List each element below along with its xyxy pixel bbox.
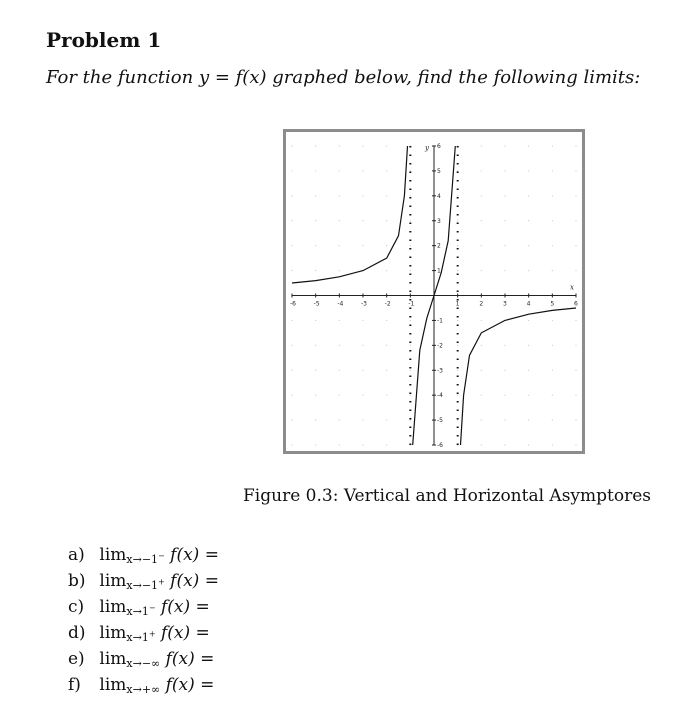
grid-dot — [552, 270, 553, 271]
limit-subscript: x→1+ — [126, 629, 156, 644]
grid-dot — [504, 245, 505, 246]
grid-dot — [339, 395, 340, 396]
grid-dot — [315, 170, 316, 171]
grid-dot — [457, 220, 458, 221]
grid-dot — [481, 245, 482, 246]
grid-dot — [552, 395, 553, 396]
grid-dot — [457, 195, 458, 196]
y-tick-label: -6 — [437, 442, 443, 449]
grid-dot — [315, 395, 316, 396]
y-tick-label: 2 — [437, 242, 441, 250]
problem-intro: For the function y = f(x) graphed below, find the following limits: — [46, 67, 641, 88]
grid-dot — [291, 345, 292, 346]
grid-dot — [339, 345, 340, 346]
grid-dot — [291, 444, 292, 445]
limit-expression: f(x) = — [170, 545, 219, 565]
grid-dot — [552, 444, 553, 445]
grid-dot — [315, 345, 316, 346]
limit-expression: f(x) = — [165, 649, 215, 669]
limit-item — [68, 594, 219, 620]
grid-dot — [481, 220, 482, 221]
grid-dot — [457, 270, 458, 271]
grid-dot — [481, 145, 482, 146]
limit-item — [68, 542, 219, 568]
grid-dot — [410, 370, 411, 371]
grid-dot — [457, 170, 458, 171]
y-tick-label: -2 — [437, 342, 443, 350]
grid-dot — [481, 419, 482, 420]
x-tick-label: -4 — [337, 300, 344, 308]
grid-dot — [362, 444, 363, 445]
grid-dot — [362, 395, 363, 396]
x-tick-label: 6 — [574, 300, 578, 308]
grid-dot — [362, 245, 363, 246]
grid-dot — [362, 320, 363, 321]
x-tick-label: 5 — [550, 300, 555, 308]
grid-dot — [315, 370, 316, 371]
limit-subscript: x→1− — [126, 603, 156, 618]
grid-dot — [410, 170, 411, 171]
grid-dot — [552, 220, 553, 221]
limit-letter: e) — [68, 649, 85, 669]
limit-expression: f(x) = — [160, 623, 210, 643]
y-tick-label: -1 — [437, 317, 443, 325]
grid-dot — [575, 320, 576, 321]
limit-expression: f(x) = — [170, 571, 219, 591]
limit-operator: lim — [99, 623, 127, 643]
grid-dot — [457, 370, 458, 371]
grid-dot — [410, 320, 411, 321]
grid-dot — [575, 419, 576, 420]
grid-dot — [504, 270, 505, 271]
y-tick-label: -5 — [437, 417, 443, 425]
limit-expression: f(x) = — [165, 675, 215, 695]
grid-dot — [528, 444, 529, 445]
grid-dot — [575, 345, 576, 346]
grid-dot — [504, 395, 505, 396]
limits-list — [68, 542, 219, 698]
grid-dot — [315, 270, 316, 271]
limit-operator: lim — [99, 571, 127, 591]
limit-expression: f(x) = — [160, 597, 210, 617]
grid-dot — [481, 170, 482, 171]
grid-dot — [481, 395, 482, 396]
y-tick-label: 4 — [437, 192, 441, 200]
grid-dot — [410, 395, 411, 396]
grid-dot — [504, 419, 505, 420]
limit-letter: d) — [68, 623, 86, 643]
grid-dot — [410, 419, 411, 420]
limit-letter: f) — [68, 675, 81, 695]
curve-branch — [461, 308, 577, 445]
grid-dot — [362, 370, 363, 371]
grid-dot — [339, 370, 340, 371]
grid-dot — [528, 145, 529, 146]
grid-dot — [528, 320, 529, 321]
x-tick-label: 4 — [526, 300, 531, 308]
problem-title: Problem 1 — [46, 28, 162, 52]
grid-dot — [552, 370, 553, 371]
grid-dot — [457, 320, 458, 321]
grid-dot — [575, 395, 576, 396]
grid-dot — [481, 370, 482, 371]
grid-dot — [291, 170, 292, 171]
grid-dot — [339, 444, 340, 445]
limit-letter: b) — [68, 571, 86, 591]
grid-dot — [575, 195, 576, 196]
curve-branch — [292, 146, 408, 283]
grid-dot — [575, 444, 576, 445]
grid-dot — [457, 345, 458, 346]
grid-dot — [528, 395, 529, 396]
limit-item — [68, 620, 219, 646]
grid-dot — [528, 195, 529, 196]
grid-dot — [315, 220, 316, 221]
grid-dot — [504, 170, 505, 171]
limit-subscript: x→−∞ — [126, 657, 161, 670]
grid-dot — [457, 395, 458, 396]
limit-operator: lim — [99, 675, 127, 695]
grid-dot — [552, 419, 553, 420]
grid-dot — [291, 245, 292, 246]
grid-dot — [481, 320, 482, 321]
grid-dot — [457, 245, 458, 246]
grid-dot — [386, 245, 387, 246]
grid-dot — [291, 270, 292, 271]
grid-dot — [410, 245, 411, 246]
x-axis-label: x — [570, 283, 574, 292]
limit-item — [68, 568, 219, 594]
grid-dot — [528, 345, 529, 346]
grid-dot — [481, 270, 482, 271]
limit-letter: c) — [68, 597, 85, 617]
grid-dot — [575, 245, 576, 246]
grid-dot — [386, 320, 387, 321]
grid-dot — [386, 345, 387, 346]
grid-dot — [315, 444, 316, 445]
grid-dot — [315, 320, 316, 321]
grid-dot — [504, 145, 505, 146]
grid-dot — [291, 370, 292, 371]
grid-dot — [552, 345, 553, 346]
grid-dot — [291, 195, 292, 196]
limit-item — [68, 646, 219, 672]
limit-subscript: x→−1− — [126, 551, 165, 566]
limit-subscript: x→+∞ — [126, 683, 161, 696]
grid-dot — [575, 220, 576, 221]
x-tick-label: 2 — [479, 300, 484, 308]
grid-dot — [481, 195, 482, 196]
grid-dot — [552, 195, 553, 196]
grid-dot — [315, 245, 316, 246]
grid-dot — [339, 170, 340, 171]
grid-dot — [339, 320, 340, 321]
grid-dot — [315, 195, 316, 196]
grid-dot — [362, 220, 363, 221]
grid-dot — [528, 220, 529, 221]
grid-dot — [386, 145, 387, 146]
grid-dot — [386, 195, 387, 196]
grid-dot — [339, 195, 340, 196]
grid-dot — [528, 245, 529, 246]
grid-dot — [504, 370, 505, 371]
grid-dot — [315, 419, 316, 420]
grid-dot — [481, 345, 482, 346]
grid-dot — [528, 370, 529, 371]
grid-dot — [575, 370, 576, 371]
x-tick-label: -5 — [313, 300, 320, 308]
grid-dot — [291, 145, 292, 146]
grid-dot — [386, 170, 387, 171]
grid-dot — [386, 395, 387, 396]
grid-dot — [386, 220, 387, 221]
grid-dot — [504, 345, 505, 346]
grid-dot — [552, 170, 553, 171]
grid-dot — [339, 245, 340, 246]
figure-caption: Figure 0.3: Vertical and Horizontal Asymptores — [243, 486, 652, 506]
grid-dot — [339, 220, 340, 221]
grid-dot — [528, 270, 529, 271]
y-tick-label: 6 — [437, 143, 441, 150]
grid-dot — [410, 195, 411, 196]
grid-dot — [339, 419, 340, 420]
grid-dot — [339, 145, 340, 146]
limit-letter: a) — [68, 545, 85, 565]
grid-dot — [481, 444, 482, 445]
grid-dot — [528, 419, 529, 420]
limit-item — [68, 672, 219, 698]
grid-dot — [386, 270, 387, 271]
grid-dot — [315, 145, 316, 146]
grid-dot — [291, 220, 292, 221]
y-tick-label: -3 — [437, 367, 443, 375]
x-tick-label: -2 — [384, 300, 391, 308]
grid-dot — [386, 419, 387, 420]
x-tick-label: -1 — [408, 300, 415, 308]
grid-dot — [504, 444, 505, 445]
y-tick-label: -4 — [437, 392, 443, 400]
grid-dot — [552, 320, 553, 321]
grid-dot — [504, 195, 505, 196]
limit-operator: lim — [99, 597, 127, 617]
grid-dot — [386, 370, 387, 371]
grid-dot — [362, 145, 363, 146]
x-tick-label: -6 — [290, 300, 296, 308]
limit-operator: lim — [99, 545, 127, 565]
limit-operator: lim — [99, 649, 127, 669]
grid-dot — [291, 320, 292, 321]
grid-dot — [552, 145, 553, 146]
grid-dot — [291, 419, 292, 420]
grid-dot — [362, 419, 363, 420]
y-tick-label: 1 — [437, 267, 441, 275]
grid-dot — [575, 170, 576, 171]
y-tick-label: 3 — [437, 217, 441, 225]
limit-subscript: x→−1+ — [126, 577, 165, 592]
graph-figure — [283, 129, 585, 454]
grid-dot — [339, 270, 340, 271]
x-tick-label: 3 — [503, 300, 507, 308]
grid-dot — [362, 170, 363, 171]
function-graph — [286, 132, 582, 451]
grid-dot — [362, 345, 363, 346]
grid-dot — [575, 270, 576, 271]
grid-dot — [291, 395, 292, 396]
grid-dot — [457, 419, 458, 420]
grid-dot — [362, 195, 363, 196]
x-tick-label: -3 — [361, 300, 367, 308]
grid-dot — [410, 220, 411, 221]
grid-dot — [504, 220, 505, 221]
grid-dot — [552, 245, 553, 246]
x-tick-label: 1 — [455, 300, 460, 308]
grid-dot — [410, 345, 411, 346]
grid-dot — [386, 444, 387, 445]
grid-dot — [575, 145, 576, 146]
grid-dot — [410, 270, 411, 271]
grid-dot — [528, 170, 529, 171]
y-axis-label: y — [425, 144, 429, 152]
y-tick-label: 5 — [437, 167, 441, 175]
